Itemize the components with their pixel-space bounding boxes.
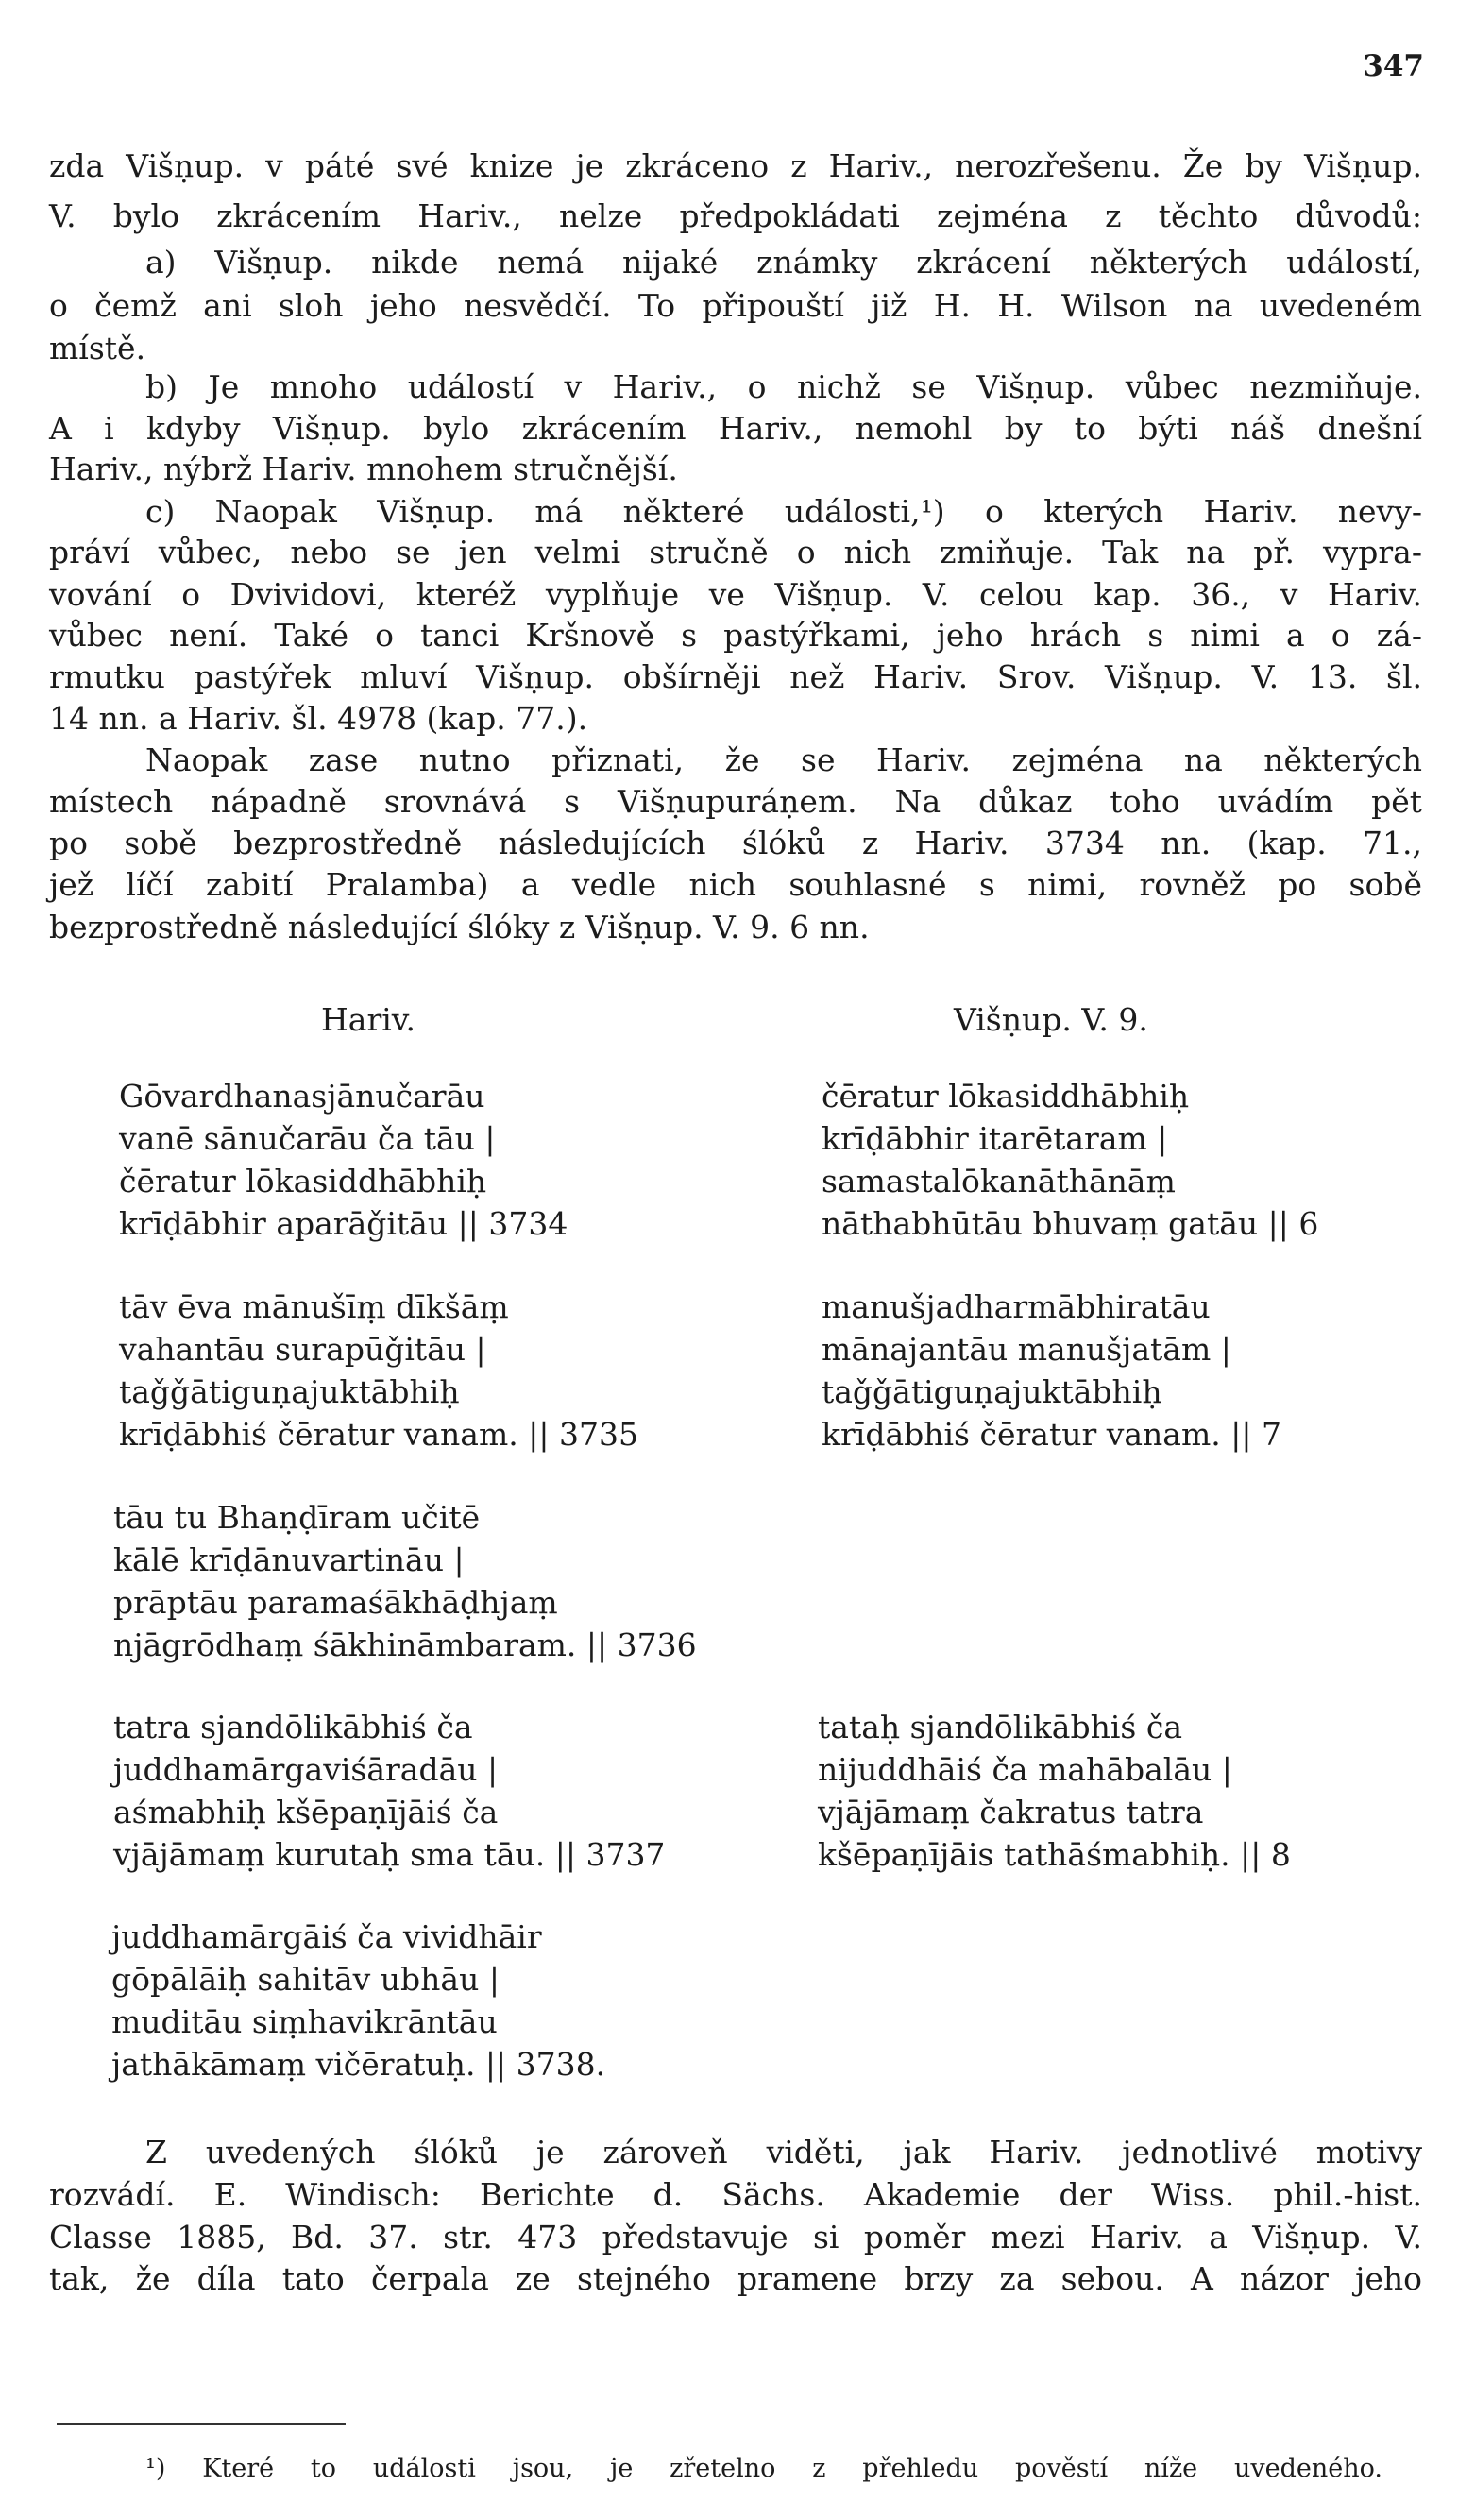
left-verse-line: krīḍābhir aparāǧitāu || 3734 (119, 1205, 568, 1242)
left-verse-line: juddhamārgaviśāradāu | (113, 1751, 499, 1788)
body-line: jež líčí zabití Pralamba) a vedle nich souhlasné s nimi, rovněž po sobě (49, 866, 1422, 903)
left-verse-line: njāgrōdhaṃ śākhināmbaram. || 3736 (113, 1626, 697, 1663)
body-line: rmutku pastýřek mluví Višṇup. obšírněji než Hariv. Srov. Višṇup. V. 13. šl. (49, 658, 1422, 695)
left-verse-line: kālē krīḍānuvartināu | (113, 1541, 465, 1578)
right-verse-line: vjājāmaṃ čakratus tatra (818, 1794, 1204, 1830)
page-number: 347 (1363, 49, 1424, 83)
body-line: V. bylo zkrácením Hariv., nelze předpokládati zejména z těchto důvodů: (49, 197, 1422, 234)
right-verse-line: čēratur lōkasiddhābhiḥ (822, 1078, 1190, 1115)
right-verse-line: samastalōkanāthānāṃ (822, 1163, 1176, 1200)
left-verse-line: aśmabhiḥ kšēpaṇījāiś ča (113, 1794, 499, 1830)
left-verse-line: tāv ēva mānušīṃ dīkšāṃ (119, 1288, 509, 1325)
right-verse-line: nāthabhūtāu bhuvaṃ gatāu || 6 (822, 1205, 1319, 1242)
left-column-heading: Hariv. (321, 1001, 415, 1038)
body-line: Naopak zase nutno přiznati, že se Hariv. zejména na některých (145, 741, 1422, 778)
body-line: Classe 1885, Bd. 37. str. 473 představuje si poměr mezi Hariv. a Višṇup. V. (49, 2219, 1422, 2256)
body-line: vování o Dvividovi, kteréž vyplňuje ve Višṇup. V. celou kap. 36., v Hariv. (49, 576, 1422, 613)
body-line: o čemž ani sloh jeho nesvědčí. To připouští již H. H. Wilson na uvedeném (49, 287, 1422, 324)
body-line: vůbec není. Také o tanci Kršnově s pastýřkami, jeho hrách s nimi a o zá- (49, 617, 1422, 654)
body-line: místech nápadně srovnává s Višṇupuráṇem. Na důkaz toho uvádím pět (49, 783, 1422, 820)
right-verse-line: krīḍābhiś čēratur vanam. || 7 (822, 1416, 1281, 1453)
body-line: c) Naopak Višṇup. má některé události,¹) o kterých Hariv. nevy- (145, 493, 1422, 530)
body-line: Z uvedených ślóků je zároveň viděti, jak Hariv. jednotlivé motivy (145, 2134, 1422, 2171)
body-line: 14 nn. a Hariv. šl. 4978 (kap. 77.). (49, 700, 588, 737)
body-line: práví vůbec, nebo se jen velmi stručně o nich zmiňuje. Tak na př. vypra- (49, 534, 1422, 570)
left-verse-line: Gōvardhanasjānučarāu (119, 1078, 485, 1115)
left-verse-line: vjājāmaṃ kurutaḥ sma tāu. || 3737 (113, 1836, 666, 1873)
footnote-rule (57, 2423, 346, 2425)
body-line: místě. (49, 330, 146, 366)
left-verse-line: gōpālāiḥ sahitāv ubhāu | (111, 1961, 500, 1998)
right-verse-line: nijuddhāiś ča mahābalāu | (818, 1751, 1232, 1788)
left-verse-line: vanē sānučarāu ča tāu | (119, 1120, 496, 1157)
left-verse-line: taǧǧātiguṇajuktābhiḥ (119, 1373, 460, 1410)
left-verse-line: tāu tu Bhaṇḍīram učitē (113, 1499, 481, 1536)
body-line: po sobě bezprostředně následujících ślóků z Hariv. 3734 nn. (kap. 71., (49, 825, 1422, 861)
right-verse-line: krīḍābhir itarētaram | (822, 1120, 1168, 1157)
body-line: tak, že díla tato čerpala ze stejného pramene brzy za sebou. A názor jeho (49, 2260, 1422, 2297)
body-line: zda Višṇup. v páté své knize je zkráceno z Hariv., nerozřešenu. Že by Višṇup. (49, 147, 1422, 184)
body-line: a) Višṇup. nikde nemá nijaké známky zkrácení některých událostí, (145, 244, 1422, 281)
right-verse-line: manušjadharmābhiratāu (822, 1288, 1211, 1325)
footnote: ¹) Které to události jsou, je zřetelno z přehledu pověstí níže uvedeného. (145, 2454, 1382, 2483)
right-column-heading: Višṇup. V. 9. (954, 1001, 1148, 1038)
left-verse-line: vahantāu surapūǧitāu | (119, 1331, 486, 1368)
left-verse-line: čēratur lōkasiddhābhiḥ (119, 1163, 487, 1200)
body-line: rozvádí. E. Windisch: Berichte d. Sächs. Akademie der Wiss. phil.-hist. (49, 2176, 1422, 2213)
body-line: Hariv., nýbrž Hariv. mnohem stručnější. (49, 451, 678, 487)
body-line: bezprostředně následující ślóky z Višṇup. V. 9. 6 nn. (49, 909, 870, 945)
body-line: A i kdyby Višṇup. bylo zkrácením Hariv., nemohl by to býti náš dnešní (49, 410, 1422, 447)
right-verse-line: mānajantāu manušjatām | (822, 1331, 1231, 1368)
left-verse-line: tatra sjandōlikābhiś ča (113, 1709, 473, 1745)
left-verse-line: juddhamārgāiś ča vividhāir (111, 1918, 542, 1955)
right-verse-line: tataḥ sjandōlikābhiś ča (818, 1709, 1182, 1745)
right-verse-line: taǧǧātiguṇajuktābhiḥ (822, 1373, 1162, 1410)
left-verse-line: muditāu siṃhavikrāntāu (111, 2003, 498, 2040)
left-verse-line: jathākāmaṃ vičēratuḥ. || 3738. (111, 2046, 606, 2083)
right-verse-line: kšēpaṇījāis tathāśmabhiḥ. || 8 (818, 1836, 1291, 1873)
left-verse-line: krīḍābhiś čēratur vanam. || 3735 (119, 1416, 638, 1453)
left-verse-line: prāptāu paramaśākhāḍhjaṃ (113, 1584, 558, 1621)
body-line: b) Je mnoho událostí v Hariv., o nichž se Višṇup. vůbec nezmiňuje. (145, 368, 1422, 405)
